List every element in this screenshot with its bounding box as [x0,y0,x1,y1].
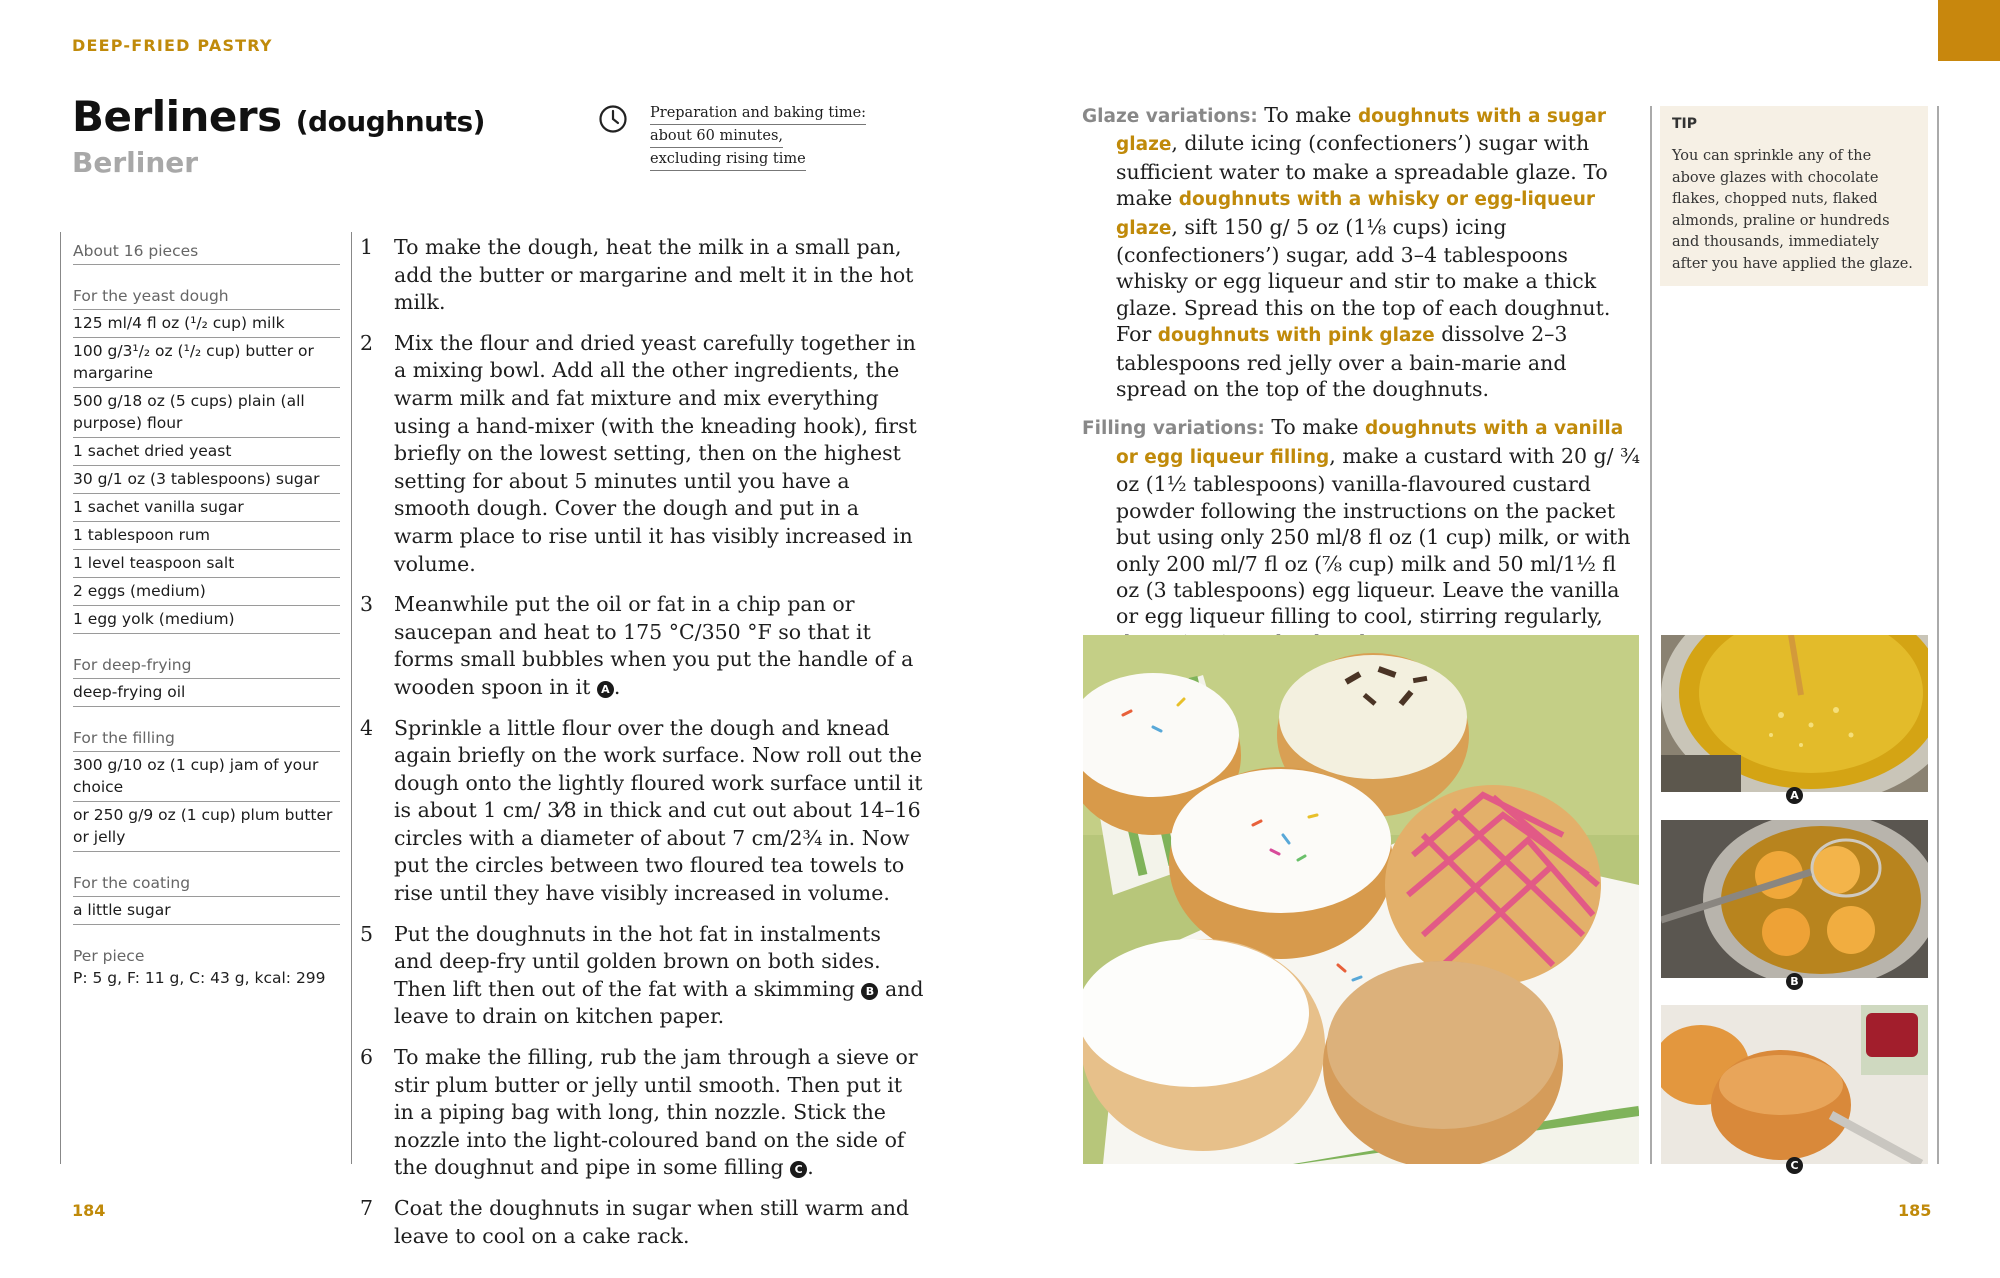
ingredient-item: or 250 g/9 oz (1 cup) plum butter or jelly [73,802,340,852]
step-number: 2 [360,330,374,355]
chapter-tab [1938,0,2000,61]
glaze-text: To make [1257,103,1358,127]
yield: About 16 pieces [73,240,340,265]
step-text: Sprinkle a little flour over the dough and knead again briefly on the work surface. Now roll out the dough onto the lightly floured work surface until it is about 1 cm/ 3⁄8 in thick and cut out about 14–16 circles with a diameter of about 7 cm/2¾ in. Now put the circles between two floured tea towels to rise until they have visibly increased in volume. [394,715,923,906]
method-steps [358,234,924,1263]
photo-ref-marker: B [861,983,878,1000]
tip-divider [1650,106,1652,1164]
glaze-variations [1082,102,1642,402]
filling-highlight: doughnuts with a vanilla or egg liqueur filling [1116,418,1624,468]
step [358,1195,924,1250]
prep-line-3: excluding rising time [650,148,806,171]
photo-ref-marker: C [790,1161,807,1178]
prep-line-2: about 60 minutes, [650,125,783,148]
step-text: Put the doughnuts in the hot fat in instalments and deep-fry until golden brown on both sides. Then lift then out of the fat with a skimming [394,921,881,1001]
photo-marker-a: A [1786,787,1803,804]
glaze-text: , sift 150 g/ 5 oz (1⅛ cups) icing (confectioners’) sugar, add 3–4 tablespoons whisky or egg liqueur and stir to make a thick glaze. Spread this on the top of each doughnut. For [1116,214,1611,347]
step-text-after: . [807,1155,814,1180]
page-number-right: 185 [1898,1201,1932,1220]
glaze-highlight: doughnuts with a sugar glaze [1116,106,1606,156]
step-number: 5 [360,921,374,946]
photo-a-hot-oil [1661,635,1928,792]
ingredient-item: 1 tablespoon rum [73,522,340,550]
step [358,921,924,1031]
glaze-text: , dilute icing (confectioners’) sugar with sufficient water to make a spreadable glaze. To make [1116,131,1608,211]
photo-ref-marker: A [597,681,614,698]
step [358,1044,924,1182]
ingredient-item: 500 g/18 oz (5 cups) plain (all purpose) flour [73,388,340,438]
step-number: 6 [360,1045,374,1070]
glaze-highlight: doughnuts with pink glaze [1157,325,1435,347]
ingredient-group-heading: For the yeast dough [73,285,340,310]
ingredient-item: 1 level teaspoon salt [73,550,340,578]
ingredient-item: 300 g/10 oz (1 cup) jam of your choice [73,752,340,802]
ingredient-item: deep-frying oil [73,679,340,707]
step [358,591,924,701]
step-text: Mix the flour and dried yeast carefully together in a mixing bowl. Add all the other ingredients, the warm milk and fat mixture and mix everything using a hand-mixer (with the kneading hook), first briefly on the lowest setting, then on the highest setting for about 5 minutes until you have a smooth dough. Cover the dough and put in a warm place to rise until it has visibly increased in volume. [394,330,917,576]
per-piece-label: Per piece [73,947,145,965]
step-text: To make the filling, rub the jam through a sieve or stir plum butter or jelly until smooth. Then put it in a piping bag with long, thin nozzle. Stick the nozzle into the light-coloured band on the side of the doughnut and pipe in some filling [394,1045,918,1180]
photo-marker-b: B [1786,973,1803,990]
step [358,715,924,908]
step-number: 1 [360,235,374,259]
step-number: 3 [360,592,374,617]
tip-box [1660,106,1928,286]
filling-text: , make a custard with 20 g/ ¾ oz (1½ tablespoons) vanilla-flavoured custard powder following the instructions on the packet but using only 250 ml/8 fl oz (1 cup) milk, or with only 200 ml/7 fl oz (⅞ cup) milk and 50 ml/1½ fl oz (3 tablespoons) egg liqueur. Leave the vanilla or egg liqueur filling to cool, stirring regularly, [1116,443,1640,629]
step [358,330,924,578]
step-text: To make the dough, heat the milk in a small pan, add the butter or margarine and melt it in the hot milk. [394,235,914,315]
recipe-title-sub: (doughnuts) [295,105,485,138]
filling-label: Filling variations: [1082,418,1265,440]
ingredient-item: 1 sachet dried yeast [73,438,340,466]
step [358,234,924,317]
step-text-after: . [613,674,621,699]
ingredient-item: 1 egg yolk (medium) [73,606,340,634]
ingredient-group-heading: For the coating [73,872,340,897]
glaze-highlight: doughnuts with a whisky or egg-liqueur glaze [1116,189,1596,239]
ingredients-panel [60,232,352,1164]
ingredient-group-heading: For the filling [73,727,340,752]
tip-text: You can sprinkle any of the above glazes with chocolate flakes, chopped nuts, flaked almonds, praline or hundreds and thousands, immediately after you have applied the glaze. [1672,148,1913,272]
ingredient-item: a little sugar [73,897,340,925]
step-text: Meanwhile put the oil or fat in a chip pan or saucepan and heat to 175 °C/350 °F so that it forms small bubbles when you put the handle of a wooden spoon in it [394,592,914,699]
step-text-after: and leave to drain on kitchen paper. [394,976,924,1029]
photo-marker-c: C [1786,1157,1803,1174]
recipe-title [72,92,485,141]
tip-divider [1937,106,1939,1164]
variations [1082,102,1642,668]
filling-text: To make [1264,415,1366,440]
ingredient-item: 125 ml/4 fl oz (¹/₂ cup) milk [73,310,340,338]
glaze-label: Glaze variations: [1082,106,1258,127]
ingredient-item: 30 g/1 oz (3 tablespoons) sugar [73,466,340,494]
tip-label: TIP [1672,116,1698,132]
prep-line-1: Preparation and baking time: [650,102,866,125]
step-number: 7 [360,1196,374,1220]
nutrition-values: P: 5 g, F: 11 g, C: 43 g, kcal: 299 [73,969,326,987]
section-header: DEEP-FRIED PASTRY [72,36,273,55]
ingredient-item: 1 sachet vanilla sugar [73,494,340,522]
step-text: Coat the doughnuts in sugar when still warm and leave to cool on a cake rack. [394,1196,910,1248]
filling-variations [1082,414,1642,656]
ingredient-item: 100 g/3¹/₂ oz (¹/₂ cup) butter or margarine [73,338,340,388]
photo-b-frying [1661,820,1928,978]
ingredient-item: 2 eggs (medium) [73,578,340,606]
glaze-text: dissolve 2–3 tablespoons red jelly over a bain-marie and spread on the top of the doughnuts. [1116,322,1568,402]
clock-icon [598,104,628,134]
doughnuts-photo [1083,635,1639,1164]
recipe-subtitle: Berliner [72,146,199,179]
recipe-title-main: Berliners [72,92,282,141]
step-number: 4 [360,715,374,740]
ingredient-group-heading: For deep-frying [73,654,340,679]
photo-c-filling [1661,1005,1928,1164]
page-number-left: 184 [72,1201,106,1220]
